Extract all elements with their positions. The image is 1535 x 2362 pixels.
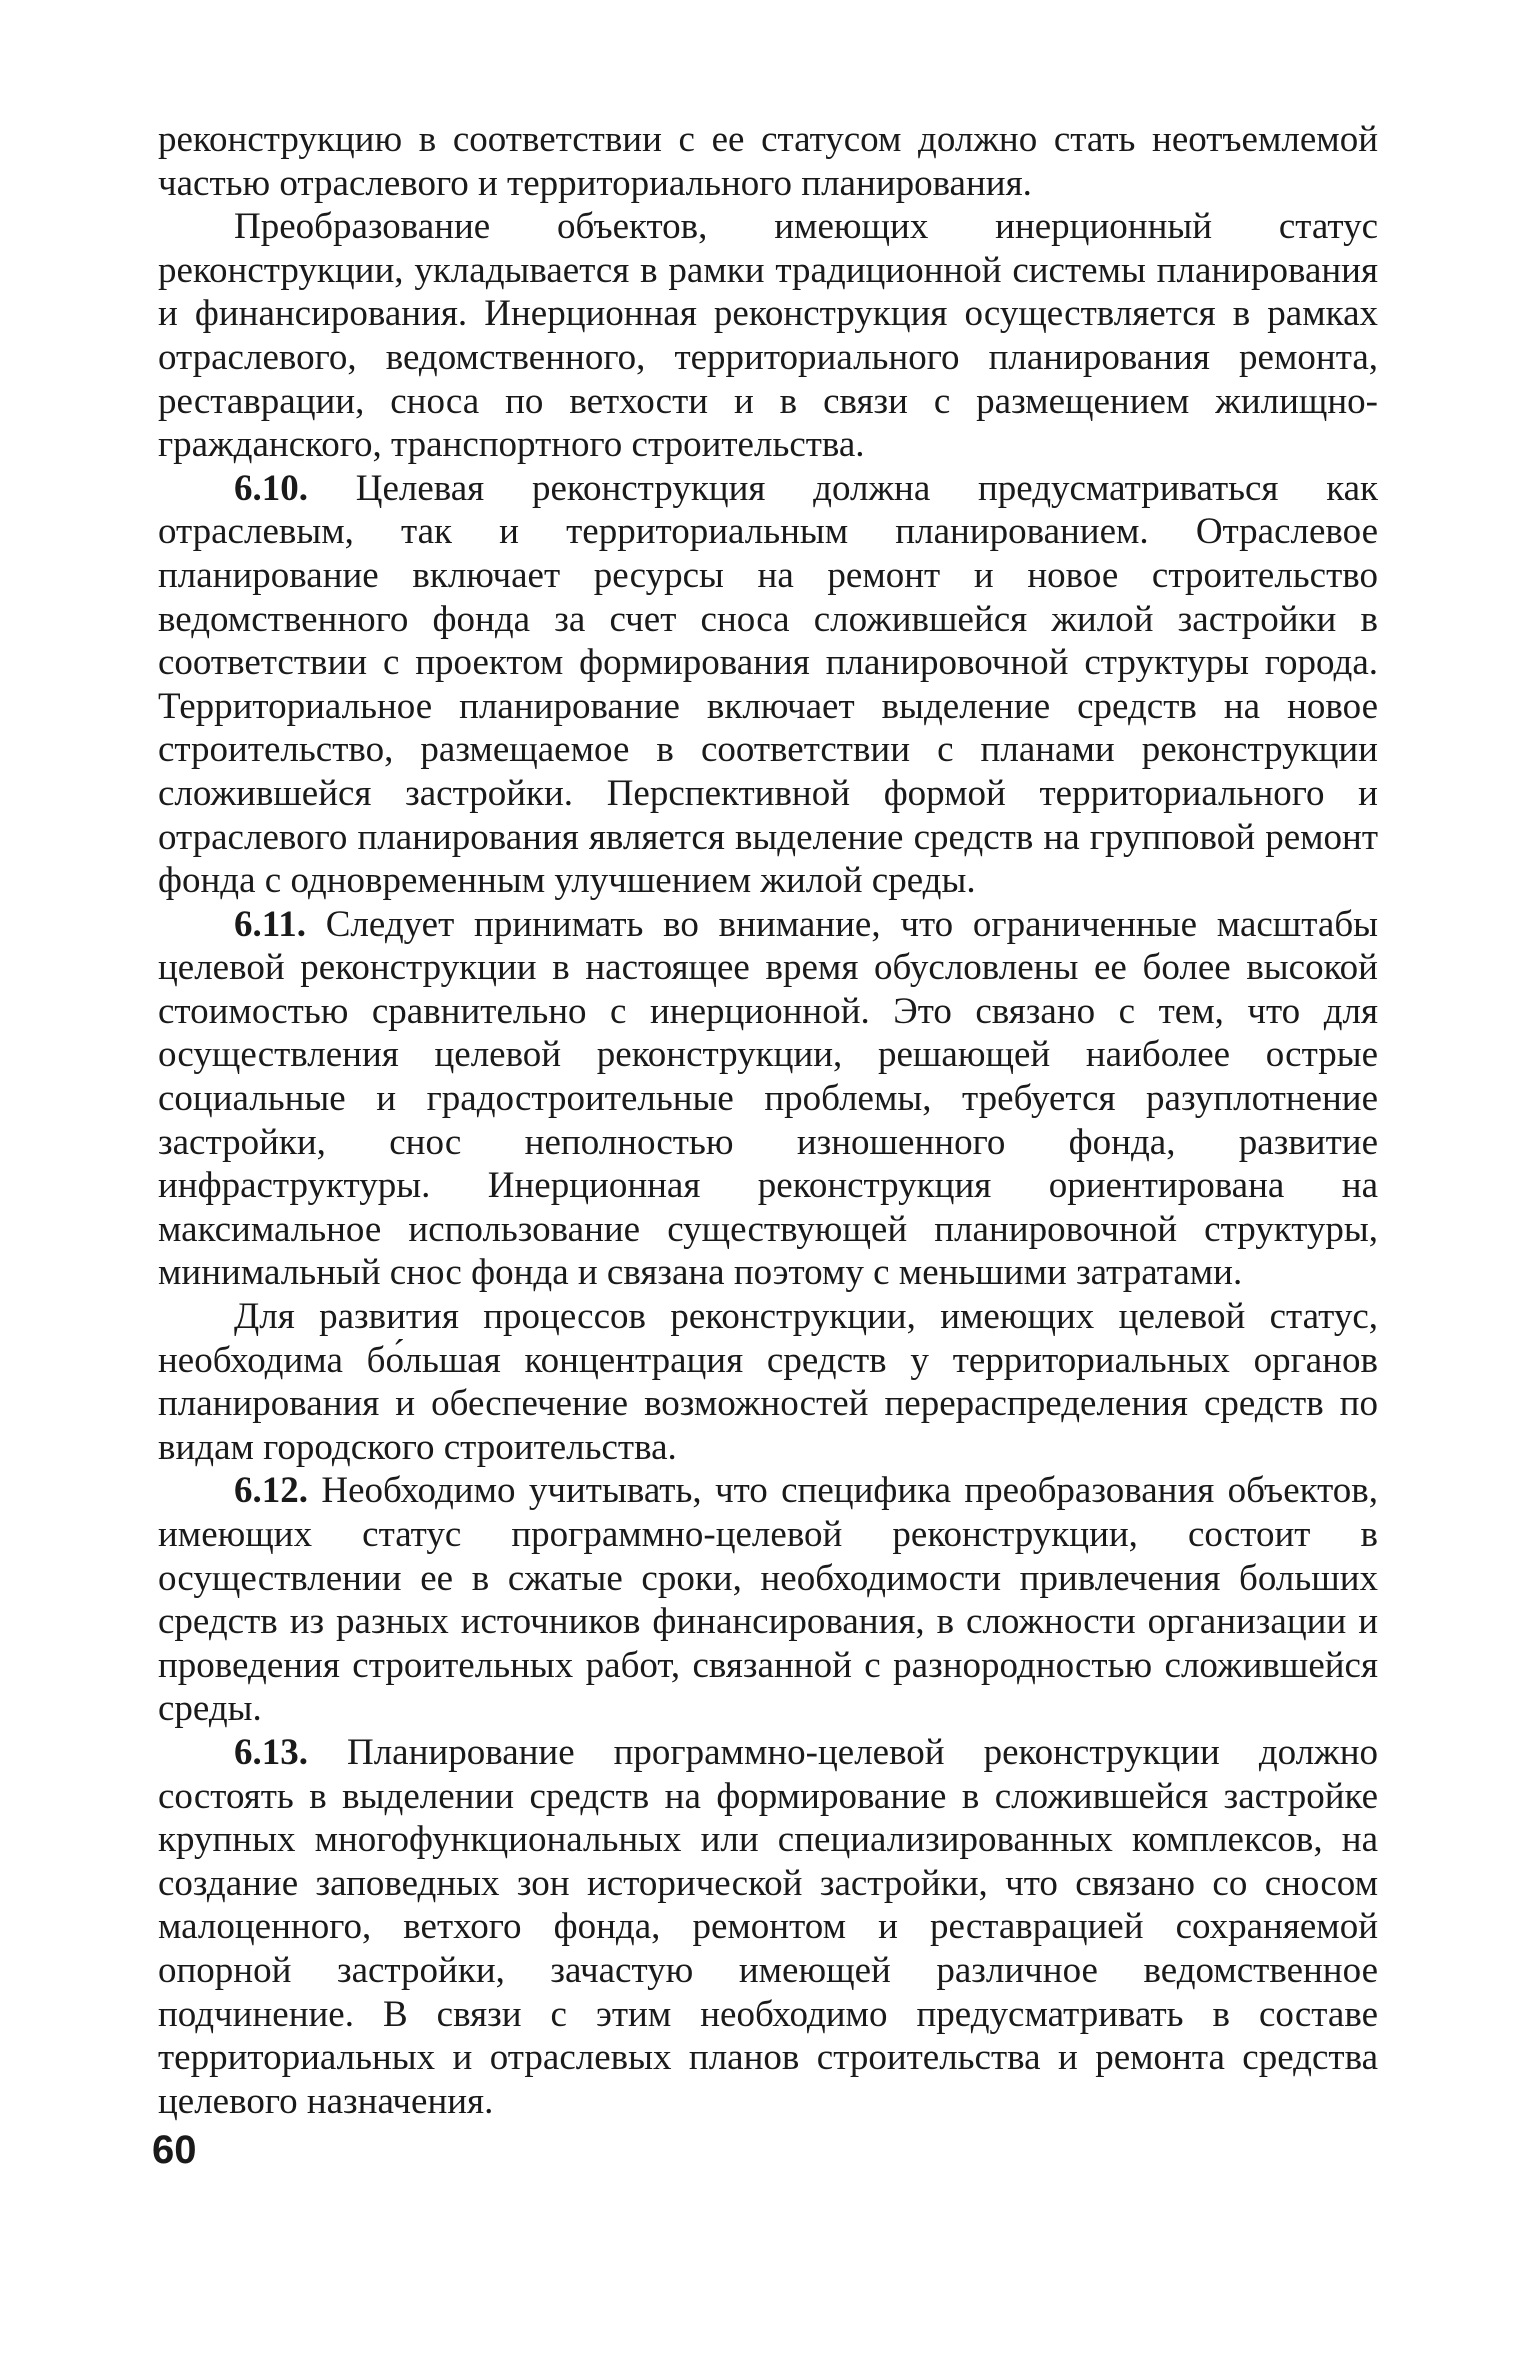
paragraph-6-10 — [158, 467, 1378, 903]
paragraph-continuation — [158, 118, 1378, 205]
paragraph-text: реконструкцию в соответствии с ее статусом должно стать неотъемлемой частью отраслевого и территориального планирования. — [158, 119, 1378, 204]
paragraph-target-status — [158, 1295, 1378, 1469]
paragraph-text: Для развития процессов реконструкции, имеющих целевой статус, необходима бо́льшая концентрация средств у территориальных органов планирования и обеспечение возможностей перераспределения средств по видам городского строительства. — [158, 1296, 1378, 1468]
paragraph-number: 6.10. — [234, 467, 308, 509]
paragraph-number: 6.13. — [234, 1731, 308, 1773]
paragraph-6-11 — [158, 903, 1378, 1295]
paragraph-number: 6.11. — [234, 903, 306, 945]
paragraph-6-13 — [158, 1731, 1378, 2123]
page-number: 60 — [152, 2128, 197, 2172]
paragraph-text: Планирование программно-целевой реконструкции должно состоять в выделении средств на формирование в сложившейся застройке крупных многофункциональных или специализированных комплексов, на создание заповедных зон исторической застройки, что связано со сносом малоценного, ветхого фонда, ремонтом и реставрацией сохраняемой опорной застройки, зачастую имеющей различное ведомственное подчинение. В связи с этим необходимо предусматривать в составе территориальных и отраслевых планов строительства и ремонта средства целевого назначения. — [158, 1731, 1378, 2122]
paragraph-text: Следует принимать во внимание, что ограниченные масштабы целевой реконструкции в настоящее время обусловлены ее более высокой стоимостью сравнительно с инерционной. Это связано с тем, что для осуществления целевой реконструкции, решающей наиболее острые социальные и градостроительные проблемы, требуется разуплотнение застройки, снос неполностью изношенного фонда, развитие инфраструктуры. Инерционная реконструкция ориентирована на максимальное использование существующей планировочной структуры, минимальный снос фонда и связана поэтому с меньшими затратами. — [158, 903, 1379, 1294]
paragraph-inertial-reconstruction — [158, 205, 1378, 467]
paragraph-6-12 — [158, 1469, 1378, 1731]
paragraph-text: Преобразование объектов, имеющих инерционный статус реконструкции, укладывается в рамки традиционной системы планирования и финансирования. Инерционная реконструкция осуществляется в рамках отраслевого, ведомственного, территориального планирования ремонта, реставрации, сноса по ветхости и в связи с размещением жилищно-гражданского, транспортного строительства. — [158, 206, 1378, 466]
page-body — [158, 118, 1378, 2123]
paragraph-text: Целевая реконструкция должна предусматриваться как отраслевым, так и территориальным планированием. Отраслевое планирование включает ресурсы на ремонт и новое строительство ведомственного фонда за счет сноса сложившейся жилой застройки в соответствии с проектом формирования планировочной структуры города. Территориальное планирование включает выделение средств на новое строительство, размещаемое в соответствии с планами реконструкции сложившейся застройки. Перспективной формой территориального и отраслевого планирования является выделение средств на групповой ремонт фонда с одновременным улучшением жилой среды. — [158, 467, 1379, 902]
paragraph-text: Необходимо учитывать, что специфика преобразования объектов, имеющих статус программно-целевой реконструкции, состоит в осуществлении ее в сжатые сроки, необходимости привлечения больших средств из разных источников финансирования, в сложности организации и проведения строительных работ, связанной с разнородностью сложившейся среды. — [158, 1470, 1379, 1730]
paragraph-number: 6.12. — [234, 1470, 308, 1512]
